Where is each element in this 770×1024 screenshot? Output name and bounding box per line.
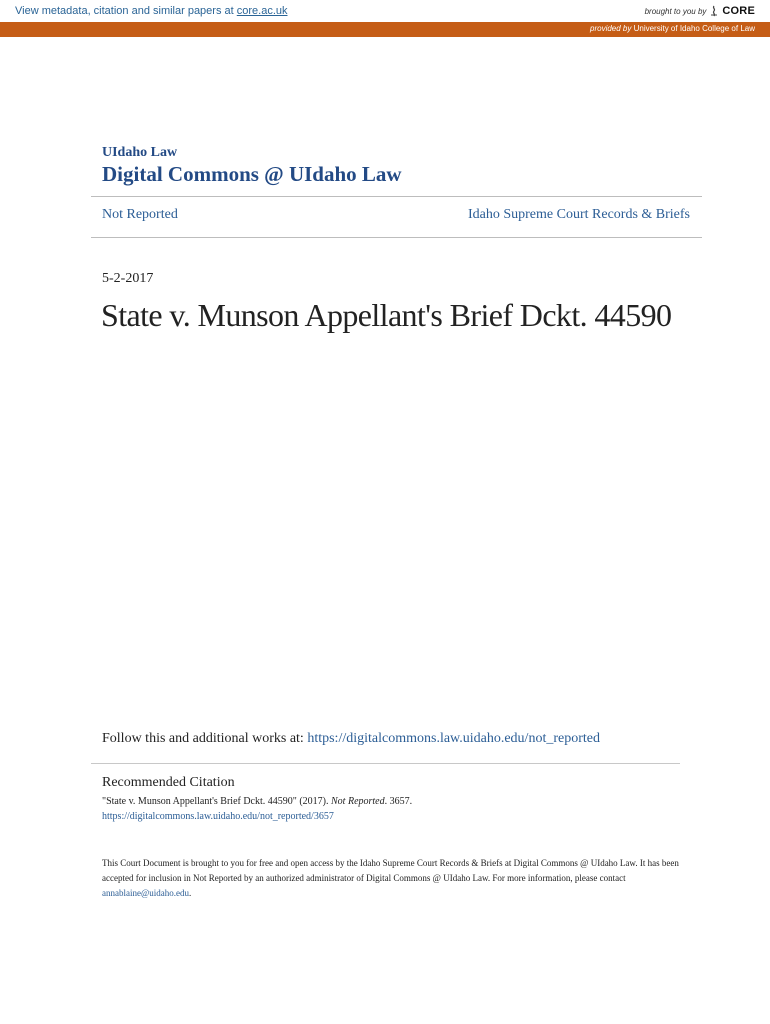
core-logo-icon [709, 5, 719, 17]
header-divider-bottom [91, 237, 702, 238]
view-metadata-text: View metadata, citation and similar papers at [15, 5, 237, 17]
follow-url-link[interactable]: https://digitalcommons.law.uidaho.edu/not_reported [307, 731, 600, 746]
contact-email-link[interactable]: annablaine@uidaho.edu [102, 888, 190, 898]
follow-prefix: Follow this and additional works at: [102, 731, 308, 746]
document-date: 5-2-2017 [102, 271, 154, 286]
notice-text: This Court Document is brought to you for free and open access by the Idaho Supreme Court Records & Briefs at Digital Commons @ UIdaho Law. It has been accepted for inclusion in Not Reported by an authorized administrator of Digital Commons @ UIdaho Law. For more information, please contact [102, 858, 679, 883]
repository-name[interactable]: Digital Commons @ UIdaho Law [102, 162, 402, 186]
collection-records-briefs-link[interactable]: Idaho Supreme Court Records & Briefs [467, 207, 690, 222]
citation-text-end: . 3657. [384, 796, 413, 807]
provided-by-source: University of Idaho College of Law [633, 24, 755, 33]
recommended-citation-heading: Recommended Citation [102, 775, 235, 790]
citation-text [102, 796, 412, 807]
repository-parent-name[interactable]: UIdaho Law [102, 145, 178, 160]
citation-text-start: "State v. Munson Appellant's Brief Dckt. 44590" (2017). [102, 796, 332, 807]
citation-journal: Not Reported [331, 796, 385, 807]
notice-end: . [189, 888, 192, 898]
header-divider-top [91, 196, 702, 197]
view-metadata-link[interactable] [15, 5, 288, 17]
brought-to-you-text: brought to you by [644, 6, 707, 16]
access-notice [102, 856, 682, 901]
provider-stripe [0, 22, 770, 37]
core-banner [0, 0, 770, 22]
citation-url-link[interactable]: https://digitalcommons.law.uidaho.edu/not_reported/3657 [102, 811, 334, 822]
follow-line [102, 731, 600, 747]
core-logo-text: CORE [722, 5, 755, 17]
core-ac-uk-link[interactable]: core.ac.uk [236, 5, 288, 17]
provided-by-label: provided by [590, 24, 632, 33]
citation-divider [91, 763, 680, 764]
brought-to-you-by[interactable] [645, 3, 755, 19]
provided-by[interactable] [590, 24, 755, 33]
collection-not-reported-link[interactable]: Not Reported [102, 207, 178, 222]
document-title: State v. Munson Appellant's Brief Dckt. 44590 [101, 297, 672, 333]
